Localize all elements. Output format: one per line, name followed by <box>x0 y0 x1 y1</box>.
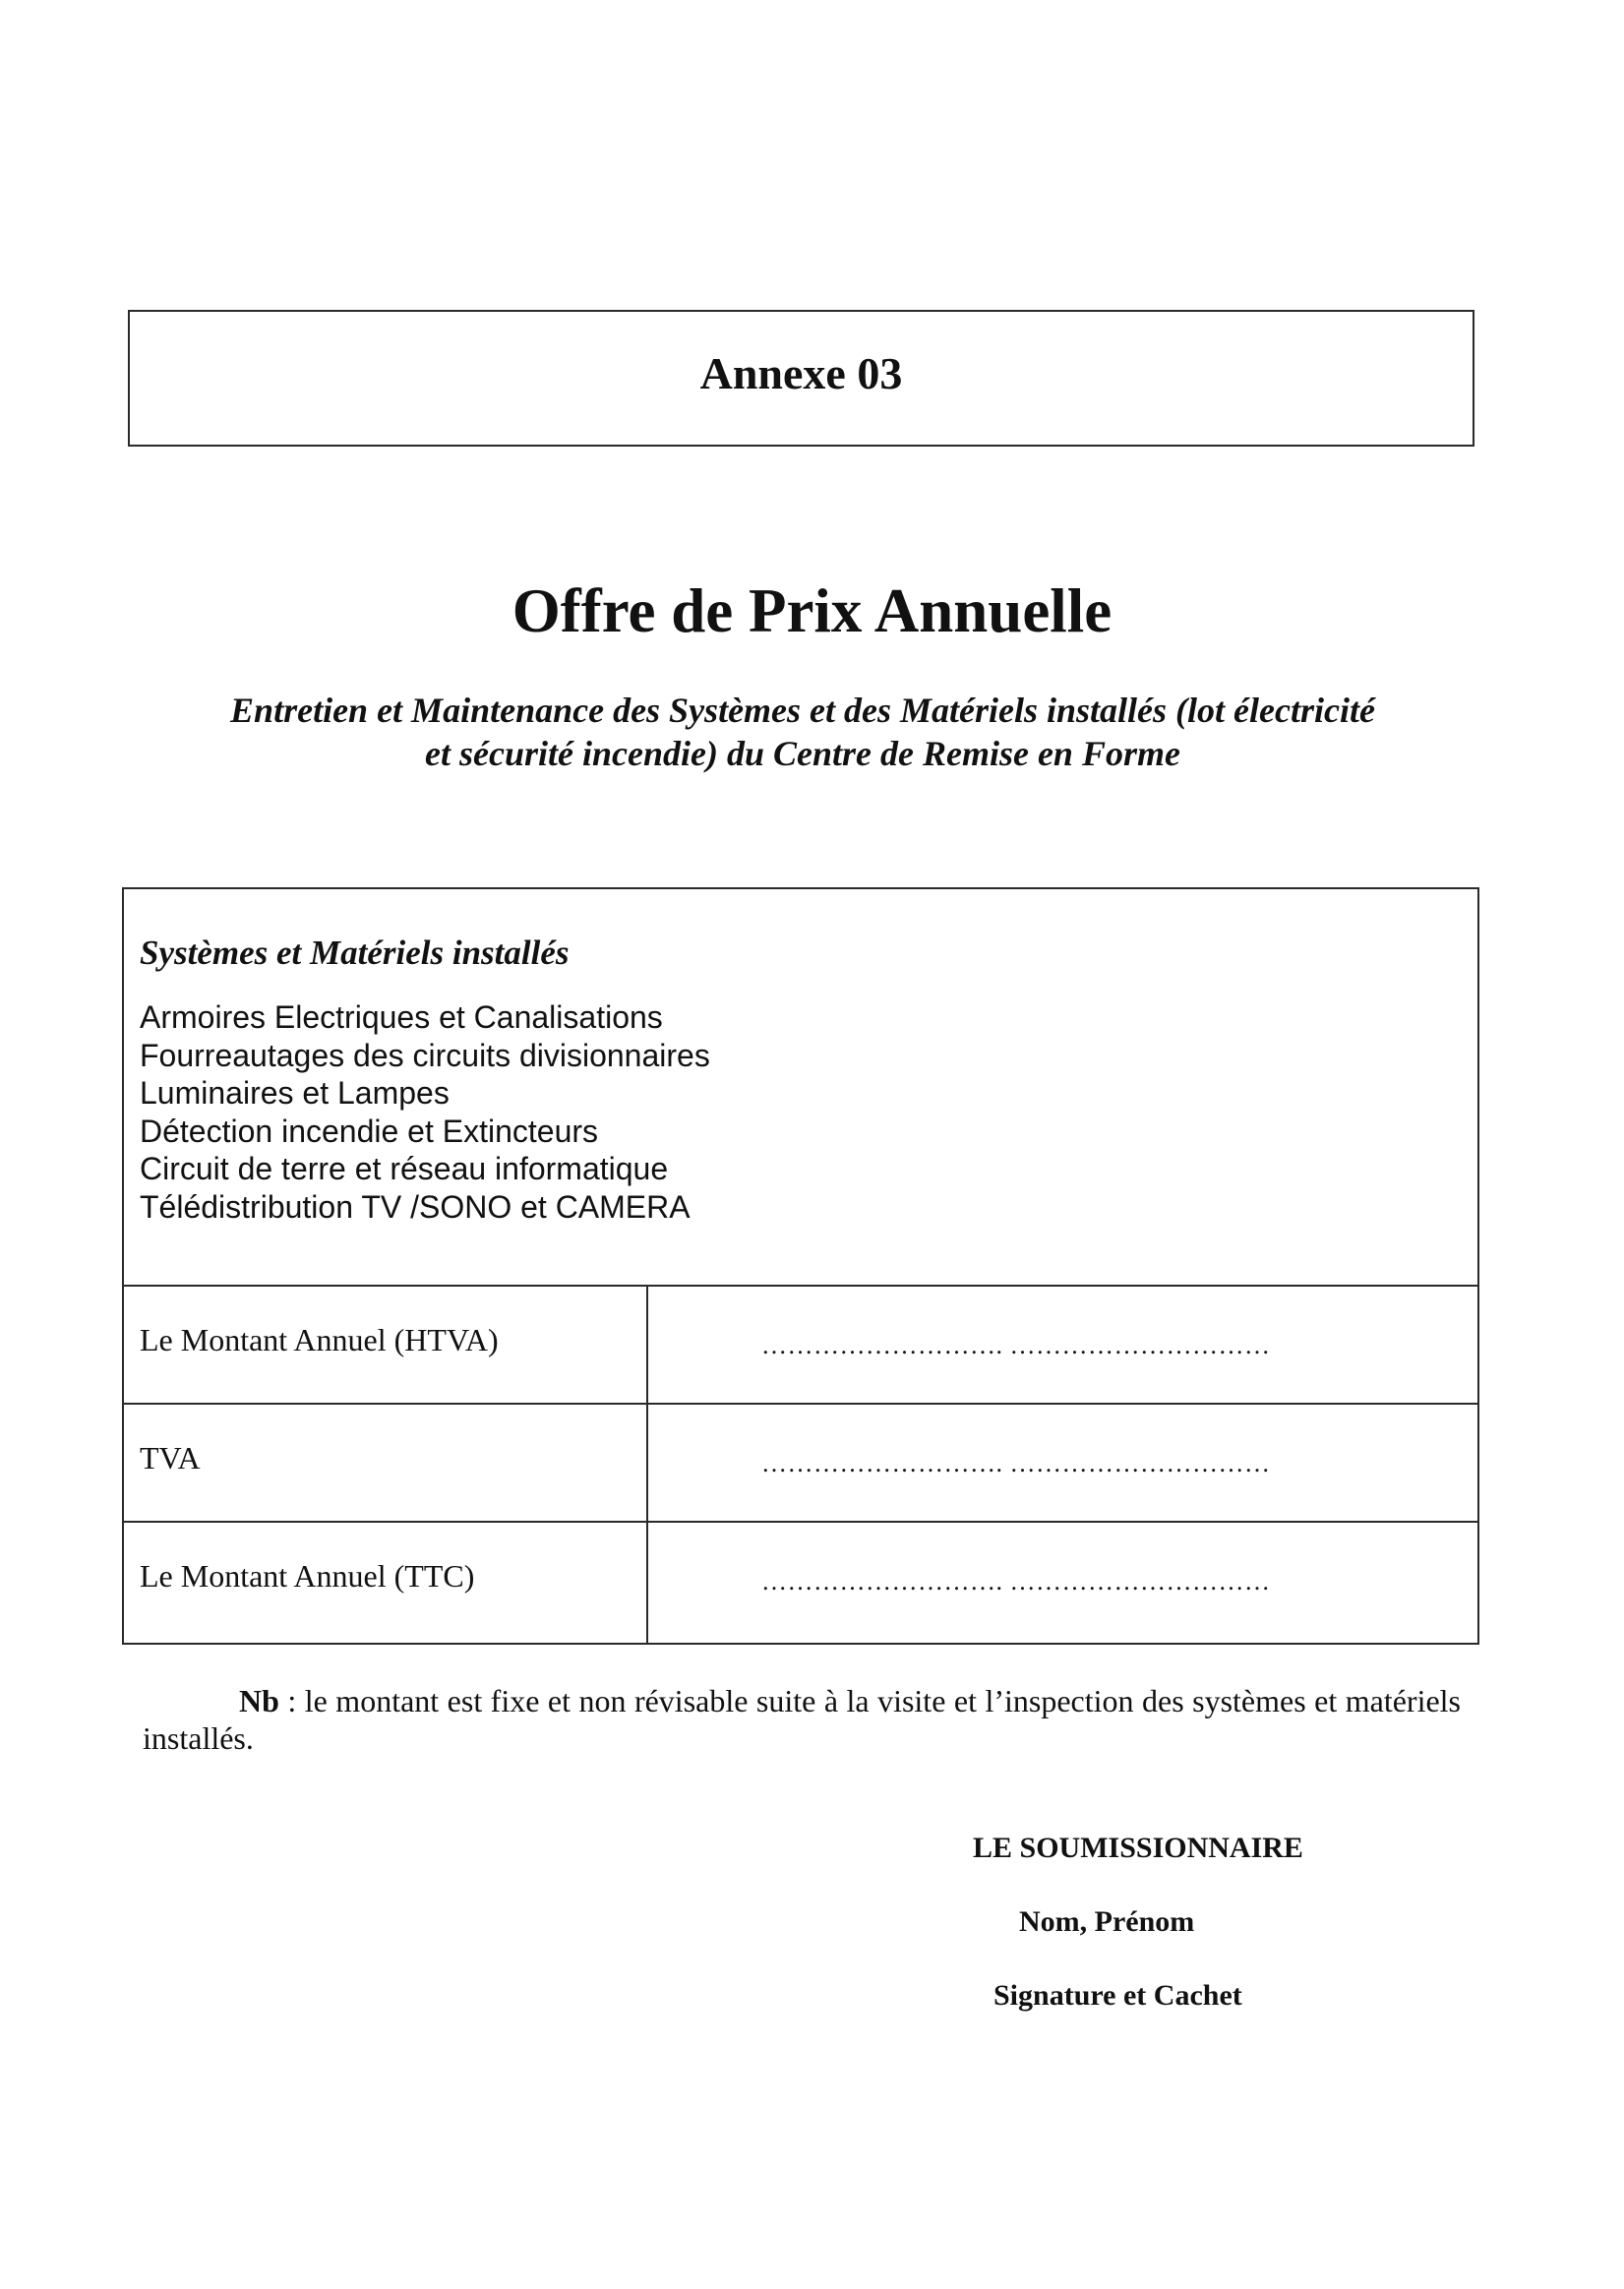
systems-list <box>140 998 1477 1226</box>
price-offer-table <box>122 887 1479 1645</box>
bidder-title: LE SOUMISSIONNAIRE <box>973 1832 1303 1864</box>
annexe-box <box>128 310 1474 447</box>
systems-list-item: Détection incendie et Extincteurs <box>140 1113 599 1149</box>
systems-cell <box>124 889 1477 1287</box>
amount-value-cell-tva[interactable] <box>648 1405 1477 1521</box>
amount-label-tva: TVA <box>124 1405 648 1521</box>
note-key: Nb <box>239 1683 279 1718</box>
page-title: Offre de Prix Annuelle <box>511 576 1113 645</box>
amount-row-htva <box>124 1287 1477 1405</box>
systems-list-item: Circuit de terre et réseau informatique <box>140 1151 669 1186</box>
systems-list-item: Télédistribution TV /SONO et CAMERA <box>140 1188 691 1225</box>
systems-list-item: Armoires Electriques et Canalisations <box>140 999 663 1035</box>
note-paragraph <box>143 1682 1461 1757</box>
subtitle-line-2: et sécurité incendie) du Centre de Remise en Forme <box>425 734 1180 773</box>
amount-label-htva: Le Montant Annuel (HTVA) <box>124 1287 648 1403</box>
systems-list-item: Luminaires et Lampes <box>140 1075 450 1111</box>
note-text: : le montant est fixe et non révisable suite à la visite et l’inspection des systèmes et matériels installés. <box>143 1683 1461 1756</box>
subtitle-line-1: Entretien et Maintenance des Systèmes et des Matériels installés (lot électricité <box>230 691 1375 730</box>
amount-row-ttc <box>124 1523 1477 1643</box>
amount-value-cell-htva[interactable] <box>648 1287 1477 1403</box>
signature-label: Signature et Cachet <box>993 1979 1242 2012</box>
amount-row-tva <box>124 1405 1477 1523</box>
amount-label-ttc: Le Montant Annuel (TTC) <box>124 1523 648 1643</box>
systems-list-item: Fourreautages des circuits divisionnaires <box>140 1037 710 1073</box>
amount-blank-tva: ………………………. ………………………… <box>761 1449 1271 1477</box>
page-subtitle <box>128 689 1477 775</box>
amount-blank-ttc: ………………………. ………………………… <box>761 1567 1271 1596</box>
name-label: Nom, Prénom <box>1019 1905 1195 1938</box>
systems-heading: Systèmes et Matériels installés <box>140 934 570 972</box>
amount-value-cell-ttc[interactable] <box>648 1523 1477 1643</box>
annexe-title: Annexe 03 <box>699 348 903 398</box>
amount-blank-htva: ………………………. ………………………… <box>761 1331 1271 1359</box>
